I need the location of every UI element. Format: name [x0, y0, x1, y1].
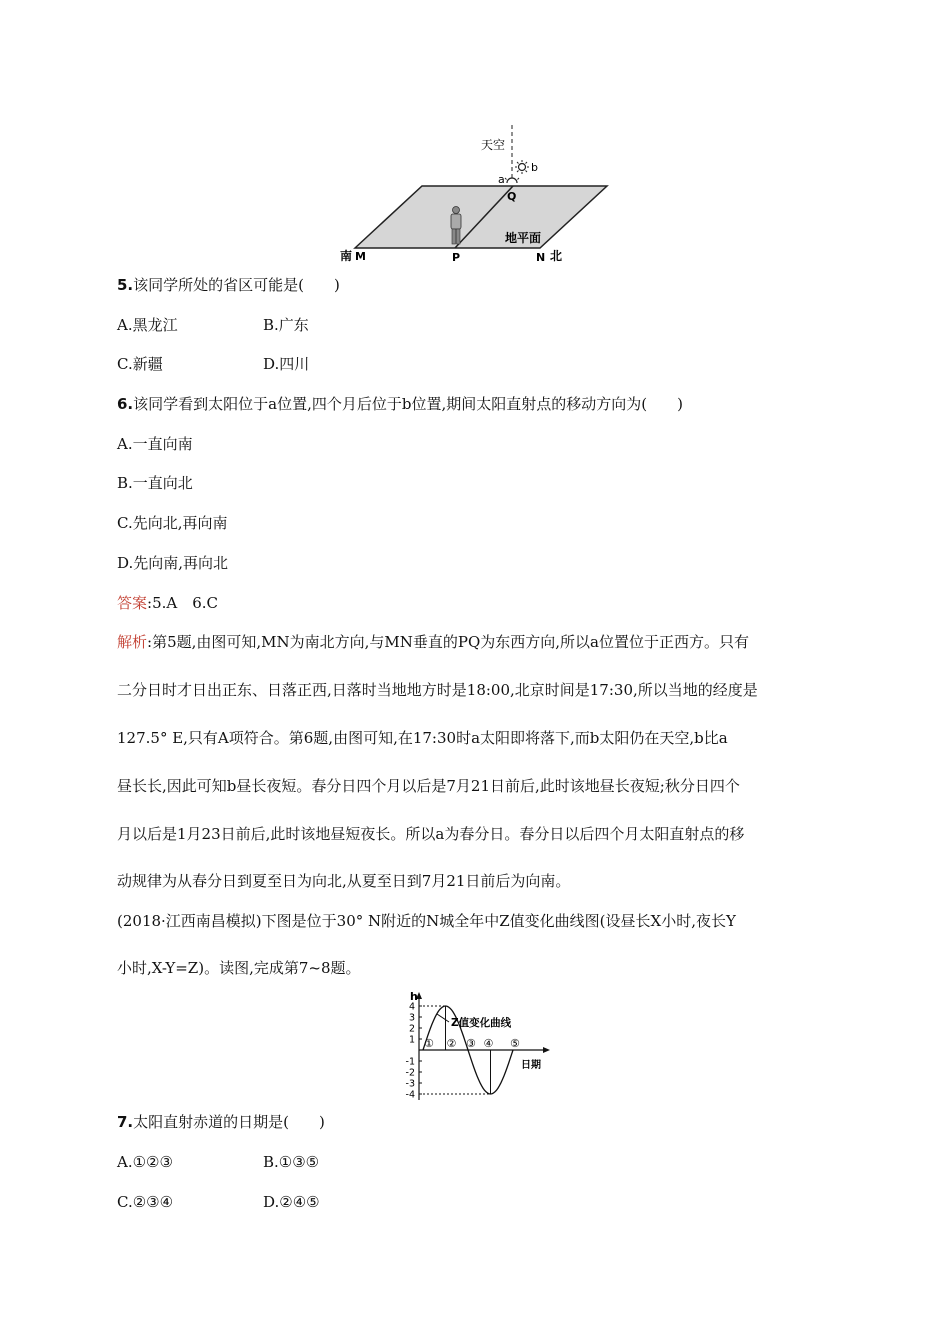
q7-option-b[interactable]: B.①③⑤	[263, 1153, 320, 1171]
analysis-line-2: 二分日时才日出正东、日落正西,日落时当地地方时是18:00,北京时间是17:30,所以当地的经度是	[117, 681, 758, 699]
n-label: N	[536, 251, 546, 264]
point-label: ⑤	[510, 1037, 520, 1050]
q5-option-a[interactable]: A.黑龙江	[117, 316, 178, 334]
curve-label-leader	[437, 1014, 449, 1022]
q7-option-a[interactable]: A.①②③	[117, 1153, 173, 1171]
y-tick-label: 4	[408, 1001, 415, 1013]
question-5: 5.该同学所处的省区可能是( )	[117, 276, 340, 294]
y-tick-label: -3	[405, 1078, 415, 1090]
answer: 答案:5.A 6.C	[117, 594, 219, 612]
p-label: P	[452, 251, 461, 264]
z-value-chart	[395, 990, 555, 1108]
south-label: 南	[340, 249, 353, 263]
curve-label: Z值变化曲线	[451, 1017, 512, 1029]
y-tick-label: 3	[408, 1012, 415, 1024]
x-axis-label: 日期	[521, 1060, 541, 1071]
y-tick-label: -1	[405, 1056, 415, 1068]
x-axis-arrow	[543, 1047, 550, 1053]
intro-line-1: (2018·江西南昌模拟)下图是位于30° N附近的N城全年中Z值变化曲线图(设昼长X小时,夜长Y	[117, 912, 736, 930]
analysis-line-3: 127.5° E,只有A项符合。第6题,由图可知,在17:30时a太阳即将落下,而b太阳仍在天空,b比a	[117, 729, 728, 747]
analysis-line-4: 昼长长,因此可知b昼长夜短。春分日四个月以后是7月21日前后,此时该地昼长夜短;秋分日四个	[117, 777, 740, 795]
y-axis-label: h	[410, 990, 418, 1003]
y-tick-label: 2	[408, 1023, 415, 1035]
sun-b-icon	[515, 160, 529, 174]
ground-label: 地平面	[505, 231, 542, 245]
q5-option-b[interactable]: B.广东	[263, 316, 309, 334]
q7-option-c[interactable]: C.②③④	[117, 1193, 174, 1211]
sun-a-label: a	[498, 173, 505, 186]
point-label: ①	[424, 1037, 434, 1050]
point-label: ④	[483, 1037, 494, 1050]
intro-line-2: 小时,X-Y=Z)。读图,完成第7~8题。	[117, 959, 361, 977]
q6-option-d[interactable]: D.先向南,再向北	[117, 554, 229, 572]
sun-b-label: b	[531, 161, 538, 174]
q5-options-row1	[117, 315, 178, 335]
analysis-line-5: 月以后是1月23日前后,此时该地昼短夜长。所以a为春分日。春分日以后四个月太阳直射点的移	[117, 825, 745, 843]
point-label: ②	[446, 1037, 457, 1050]
point-label: ③	[466, 1037, 476, 1050]
north-label: 北	[550, 249, 563, 263]
q6-option-c[interactable]: C.先向北,再向南	[117, 514, 228, 532]
q6-option-b[interactable]: B.一直向北	[117, 474, 193, 492]
y-tick-label: 1	[408, 1034, 415, 1046]
m-label: M	[355, 250, 366, 263]
analysis-line-1: 解析:第5题,由图可知,MN为南北方向,与MN垂直的PQ为东西方向,所以a位置位于正西方。只有	[117, 633, 749, 651]
analysis-line-6: 动规律为从春分日到夏至日为向北,从夏至日到7月21日前后为向南。	[117, 872, 571, 890]
sky-label: 天空	[481, 138, 506, 152]
q5-option-d[interactable]: D.四川	[263, 355, 310, 373]
sun-a-icon	[505, 175, 519, 183]
answer-label: 答案	[117, 594, 148, 612]
y-tick-label: -4	[405, 1089, 415, 1101]
q5-option-c[interactable]: C.新疆	[117, 355, 163, 373]
q7-option-d[interactable]: D.②④⑤	[263, 1193, 320, 1211]
y-tick-label: -2	[405, 1067, 415, 1079]
sun-position-diagram	[335, 120, 625, 270]
q6-option-a[interactable]: A.一直向南	[117, 435, 193, 453]
analysis-label: 解析	[117, 633, 148, 651]
q-label: Q	[507, 190, 517, 203]
question-6: 6.该同学看到太阳位于a位置,四个月后位于b位置,期间太阳直射点的移动方向为( )	[117, 395, 683, 413]
question-7: 7.太阳直射赤道的日期是( )	[117, 1113, 325, 1131]
